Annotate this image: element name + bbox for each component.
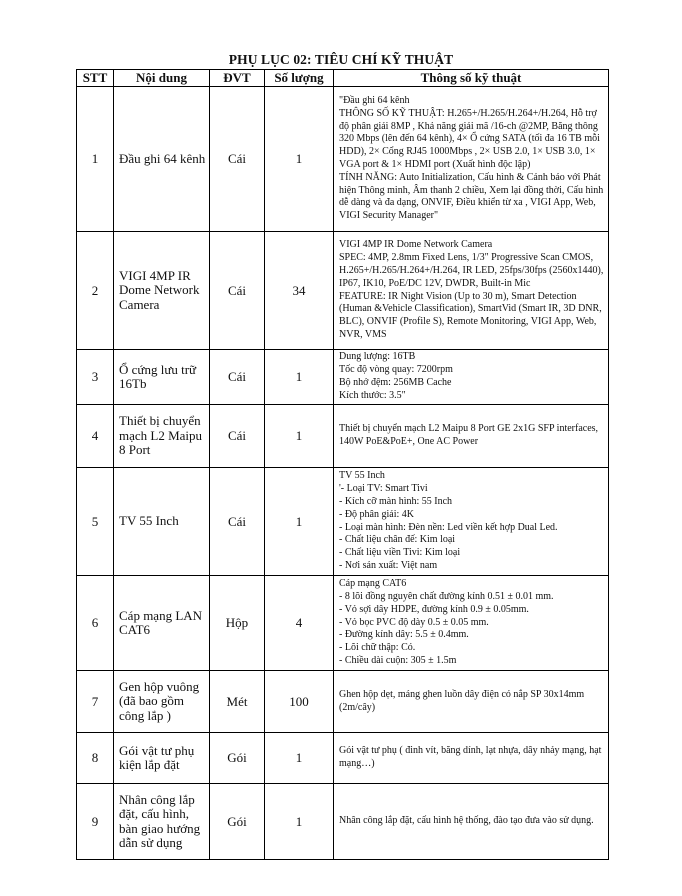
table-row: [77, 576, 609, 671]
row-stt: 3: [77, 350, 114, 405]
spec-line: - Nơi sản xuất: Việt nam: [339, 559, 438, 571]
table-row: [77, 468, 609, 576]
row-spec: [334, 350, 609, 405]
table-row: [77, 87, 609, 232]
row-spec: [334, 733, 609, 784]
row-unit: Cái: [210, 350, 265, 405]
row-unit: Cái: [210, 405, 265, 468]
spec-line: Kích thước: 3.5": [339, 389, 406, 401]
spec-line: TV 55 Inch: [339, 470, 385, 482]
spec-line: Tốc độ vòng quay: 7200rpm: [339, 364, 453, 376]
table-row: [77, 784, 609, 860]
header-qty: Số lượng: [265, 70, 334, 87]
row-name: Ổ cứng lưu trữ 16Tb: [114, 350, 210, 405]
spec-line: Ghen hộp dẹt, máng ghen luồn dây điện có nắp SP 30x14mm (2m/cây): [339, 688, 585, 713]
spec-line: Nhân công lắp đặt, cấu hình hệ thống, đào tạo đưa vào sử dụng.: [339, 815, 594, 827]
row-name: Gen hộp vuông (đã bao gồm công lắp ): [114, 671, 210, 733]
row-name: Đầu ghi 64 kênh: [114, 87, 210, 232]
row-stt: 2: [77, 232, 114, 350]
row-qty: 4: [265, 576, 334, 671]
spec-line: SPEC: 4MP, 2.8mm Fixed Lens, 1/3" Progressive Scan CMOS, H.265+/H.265/H.264+/H.264, IR LED, 25fps/30fps (2560x1440), IP67, IK10, PoE/DC 12V, DWDR, Built-in Mic: [339, 252, 604, 289]
spec-line: - Lõi chữ thập: Có.: [339, 642, 416, 654]
row-unit: Cái: [210, 468, 265, 576]
row-stt: 6: [77, 576, 114, 671]
document-title: PHỤ LỤC 02: TIÊU CHÍ KỸ THUẬT: [228, 52, 454, 67]
row-qty: 1: [265, 87, 334, 232]
spec-line: Gói vật tư phụ ( đinh vít, băng dính, lạt nhựa, dây nhảy mạng, hạt mạng…): [339, 745, 602, 769]
row-qty: 1: [265, 350, 334, 405]
table-row: [77, 405, 609, 468]
spec-line: '- Loại TV: Smart Tivi: [339, 483, 428, 495]
spec-line: Bộ nhớ đệm: 256MB Cache: [339, 377, 452, 388]
row-spec: [334, 576, 609, 671]
row-unit: Gói: [210, 784, 265, 860]
row-stt: 1: [77, 87, 114, 232]
spec-line: - 8 lõi đồng nguyên chất đường kính 0.51 ± 0.01 mm.: [339, 591, 554, 602]
table-row: [77, 350, 609, 405]
row-name: Thiết bị chuyển mạch L2 Maipu 8 Port: [114, 405, 210, 468]
spec-line: - Kích cỡ màn hình: 55 Inch: [339, 495, 453, 507]
spec-line: Dung lượng: 16TB: [339, 351, 416, 363]
row-unit: Mét: [210, 671, 265, 733]
spec-line: - Chất liệu viền Tivi: Kim loại: [339, 547, 461, 559]
technical-criteria-table: [76, 69, 609, 860]
spec-line: "Đầu ghi 64 kênh: [339, 95, 410, 107]
spec-line: - Chất liệu chân đế: Kim loại: [339, 534, 456, 546]
table-header-row: [77, 70, 609, 87]
spec-line: - Đường kính dây: 5.5 ± 0.4mm.: [339, 629, 469, 641]
spec-line: THÔNG SỐ KỸ THUẬT: H.265+/H.265/H.264+/H.264, Hỗ trợ độ phân giải 8MP , Khả năng giải mã /16-ch @2MP, Băng thông 320 Mbps (lên đến 64 kênh), 4× Ổ cứng SATA (tối đa 16 TB mỗi HDD), 2× Cổng RJ45 1000Mbps , 2× USB 2.0, 1× USB 3.0, 1× VGA port & 1× HDMI port (Xuất hình độc lập): [339, 107, 600, 170]
spec-line: Cáp mạng CAT6: [339, 578, 407, 590]
row-stt: 9: [77, 784, 114, 860]
row-name: Gói vật tư phụ kiện lắp đặt: [114, 733, 210, 784]
row-stt: 5: [77, 468, 114, 576]
spec-line: TÍNH NĂNG: Auto Initialization, Cấu hình & Cảnh báo với Phát hiện Thông minh, Âm thanh 2 chiều, Xem lại đồng thời, Cấu hình dễ dàng và đa dạng, ONVIF, Điều khiển từ xa , VIGI App, Web, VIGI Security Manager": [339, 171, 604, 222]
row-name: VIGI 4MP IR Dome Network Camera: [114, 232, 210, 350]
row-spec: [334, 671, 609, 733]
row-qty: 34: [265, 232, 334, 350]
header-stt: STT: [77, 70, 114, 87]
row-unit: Gói: [210, 733, 265, 784]
header-unit: ĐVT: [210, 70, 265, 87]
spec-line: - Loại màn hình: Đèn nền: Led viền kết hợp Dual Led.: [339, 521, 558, 533]
spec-line: - Vỏ sợi dây HDPE, đường kính 0.9 ± 0.05mm.: [339, 603, 529, 615]
row-qty: 1: [265, 468, 334, 576]
spec-line: - Chiều dài cuộn: 305 ± 1.5m: [339, 654, 457, 666]
row-qty: 100: [265, 671, 334, 733]
spec-line: - Độ phân giải: 4K: [339, 508, 414, 520]
row-spec: [334, 405, 609, 468]
spec-line: FEATURE: IR Night Vision (Up to 30 m), Smart Detection (Human &Vehicle Classification), SmartVid (Smart IR, 3D DNR, BLC), ONVIF (Profile S), Remote Monitoring, VIGI App, Web, NVR, VMS: [339, 290, 602, 340]
row-unit: Hộp: [210, 576, 265, 671]
row-qty: 1: [265, 733, 334, 784]
spec-line: Thiết bị chuyển mạch L2 Maipu 8 Port GE 2x1G SFP interfaces, 140W PoE&PoE+, One AC Power: [339, 423, 599, 447]
row-qty: 1: [265, 784, 334, 860]
table-row: [77, 671, 609, 733]
row-spec: [334, 87, 609, 232]
header-spec: Thông số kỹ thuật: [334, 70, 609, 87]
row-name: Cáp mạng LAN CAT6: [114, 576, 210, 671]
row-spec: [334, 784, 609, 860]
row-qty: 1: [265, 405, 334, 468]
row-stt: 7: [77, 671, 114, 733]
spec-line: VIGI 4MP IR Dome Network Camera: [339, 239, 493, 251]
table-row: [77, 733, 609, 784]
row-spec: [334, 232, 609, 350]
table-row: [77, 232, 609, 350]
row-stt: 8: [77, 733, 114, 784]
header-name: Nội dung: [114, 70, 210, 87]
row-spec: [334, 468, 609, 576]
row-name: Nhân công lắp đặt, cấu hình, bàn giao hướng dẫn sử dụng: [114, 784, 210, 860]
row-name: TV 55 Inch: [114, 468, 210, 576]
row-unit: Cái: [210, 87, 265, 232]
row-unit: Cái: [210, 232, 265, 350]
row-stt: 4: [77, 405, 114, 468]
spec-line: - Vỏ bọc PVC độ dày 0.5 ± 0.05 mm.: [339, 616, 489, 628]
